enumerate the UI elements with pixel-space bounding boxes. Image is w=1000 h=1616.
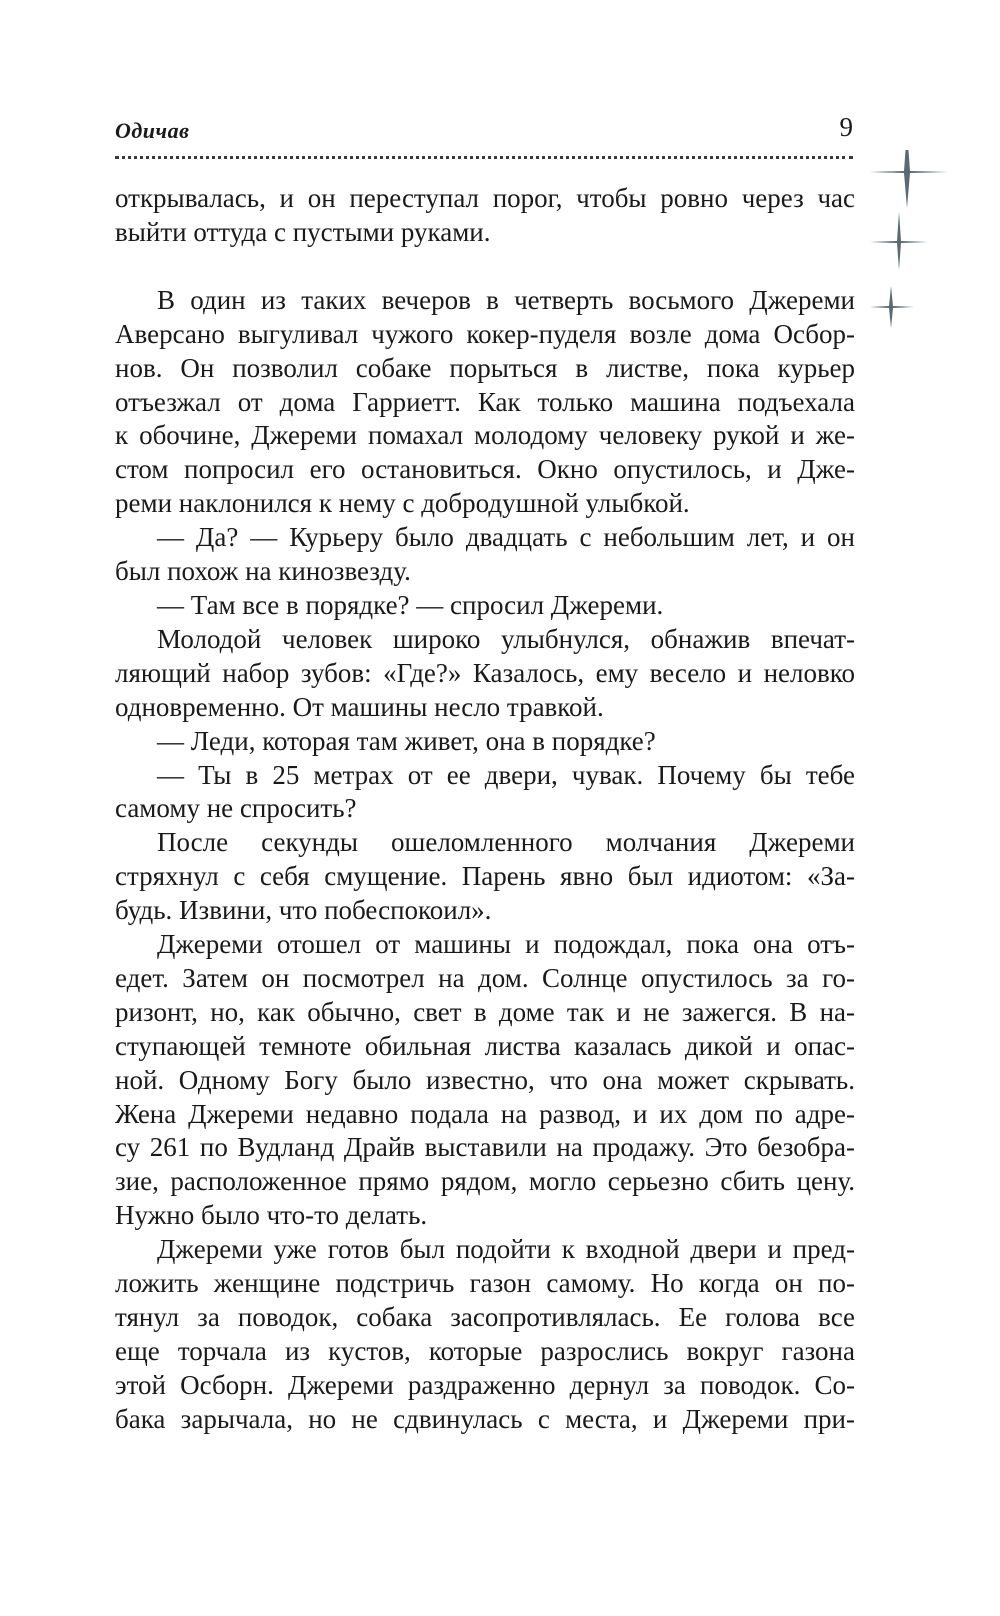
text-line: — Там все в порядке? — спросил Джереми.	[157, 589, 664, 620]
text-line: к обочине, Джереми помахал молодому человеку рукой и же-	[115, 420, 855, 451]
page-number: 9	[839, 112, 853, 142]
text-line: этой Осборн. Джереми раздраженно дернул за поводок. Со-	[115, 1369, 855, 1400]
text-line: Джереми отошел от машины и подождал, пока она отъ-	[157, 929, 855, 960]
sparkle-icon	[870, 286, 914, 328]
text-line: бака зарычала, но не сдвинулась с места, и Джереми при-	[115, 1403, 855, 1434]
paragraph	[115, 725, 855, 759]
text-line: су 261 по Вудланд Драйв выставили на продажу. Это безобра-	[115, 1132, 855, 1163]
text-line: Аверсано выгуливал чужого кокер-пуделя возле дома Осбор-	[115, 318, 855, 349]
text-line: стряхнул с себя смущение. Парень явно был идиотом: «За-	[115, 861, 855, 892]
text-line: нов. Он позволил собаке порыться в листве, пока курьер	[115, 352, 855, 383]
text-line: тянул за поводок, собака засопротивлялась. Ее голова все	[115, 1302, 855, 1332]
text-line: выйти оттуда с пустыми руками.	[115, 216, 491, 247]
paragraph	[115, 284, 855, 521]
text-line: едет. Затем он посмотрел на дом. Солнце опустилось за го-	[115, 962, 855, 993]
text-line: ризонт, но, как обычно, свет в доме так и не зажегся. В на-	[115, 996, 855, 1027]
page-header	[115, 112, 853, 152]
text-line: был похож на кинозвезду.	[115, 556, 411, 587]
sparkle-icon	[870, 212, 928, 270]
text-line: будь. Извини, что побеспокоил».	[115, 895, 492, 926]
paragraph-gap	[115, 250, 855, 284]
text-line: Нужно было что-то делать.	[115, 1200, 428, 1231]
text-line: отъезжал от дома Гарриетт. Как только машина подъехала	[115, 386, 855, 417]
text-line: В один из таких вечеров в четверть восьмого Джереми	[157, 284, 855, 315]
text-line: реми наклонился к нему с добродушной улыбкой.	[115, 488, 690, 519]
text-line: зие, расположенное прямо рядом, могло серьезно сбить цену.	[115, 1166, 855, 1197]
paragraph	[115, 623, 855, 725]
dotted-rule	[115, 156, 853, 159]
text-line: — Леди, которая там живет, она в порядке?	[157, 725, 656, 756]
text-line: открывалась, и он переступал порог, чтобы ровно через час	[115, 183, 855, 213]
text-line: самому не спросить?	[115, 793, 357, 824]
paragraph	[115, 589, 855, 623]
paragraph	[115, 1233, 855, 1436]
text-line: стом попросил его остановиться. Окно опустилось, и Дже-	[115, 454, 855, 485]
sparkles-decoration	[870, 150, 960, 370]
text-line: — Да? — Курьеру было двадцать с небольшим лет, и он	[157, 522, 855, 553]
paragraph	[115, 928, 855, 1233]
text-line: ложить женщине подстричь газон самому. Но когда он по-	[115, 1268, 855, 1299]
text-line: одновременно. От машины несло травкой.	[115, 691, 604, 722]
sparkle-icon	[870, 150, 948, 208]
text-line: Джереми уже готов был подойти к входной двери и пред-	[157, 1234, 855, 1265]
text-line: После секунды ошеломленного молчания Джереми	[157, 827, 855, 858]
text-line: Молодой человек широко улыбнулся, обнажив впечат-	[157, 623, 855, 654]
text-line: ной. Одному Богу было известно, что она может скрывать.	[115, 1064, 855, 1095]
text-line: — Ты в 25 метрах от ее двери, чувак. Почему бы тебе	[157, 759, 855, 790]
paragraph	[115, 826, 855, 928]
text-line: ступающей темноте обильная листва казалась дикой и опас-	[115, 1030, 855, 1061]
text-line: Жена Джереми недавно подала на развод, и их дом по адре-	[115, 1098, 855, 1129]
running-title: Одичав	[115, 118, 190, 143]
body-text	[115, 182, 855, 1437]
text-line: еще торчала из кустов, которые разрослись вокруг газона	[115, 1335, 855, 1366]
paragraph	[115, 759, 855, 827]
paragraph	[115, 521, 855, 589]
text-line: ляющий набор зубов: «Где?» Казалось, ему весело и неловко	[115, 657, 855, 688]
paragraph	[115, 182, 855, 250]
